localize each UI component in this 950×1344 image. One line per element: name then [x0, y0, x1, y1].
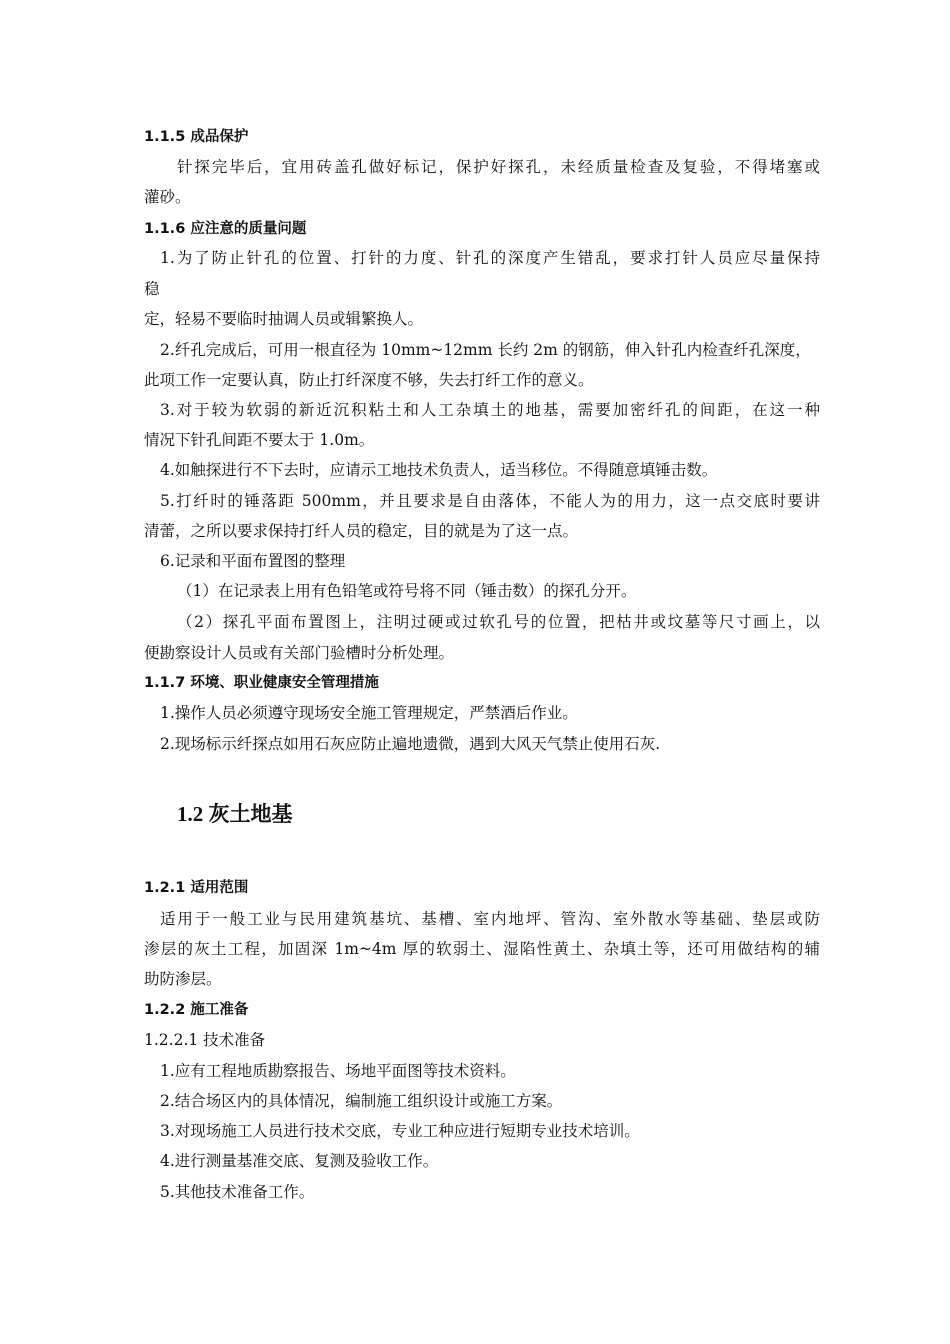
- paragraph-line: 助防渗层。: [144, 970, 222, 988]
- list-item: 2.现场标示纤探点如用石灰应防止遍地遗微，遇到大风天气禁止使用石灰.: [160, 735, 661, 753]
- section-title-1-1-5: 1.1.5 成品保护: [144, 129, 249, 145]
- paragraph-line: 灌砂。: [144, 188, 191, 206]
- section-title-1-2-1: 1.2.1 适用范围: [144, 880, 249, 896]
- list-item: 定，轻易不要临时抽调人员或辑繁换人。: [144, 310, 424, 328]
- list-item: （2）探孔平面布置图上，注明过硬或过软孔号的位置，把枯井或坟墓等尺寸画上，以: [177, 613, 820, 631]
- list-item: 情况下针孔间距不要太于 1.0m。: [144, 431, 375, 449]
- list-item: 5.打纤时的锤落距 500mm，并且要求是自由落体，不能人为的用力，这一点交底时要讲: [160, 492, 820, 510]
- section-title-1-2-2-1: 1.2.2.1 技术准备: [144, 1031, 266, 1049]
- list-item: 6.记录和平面布置图的整理: [160, 552, 346, 570]
- section-title-1-1-6: 1.1.6 应注意的质量问题: [144, 221, 307, 237]
- list-item: 2.纤孔完成后，可用一根直径为 10mm~12mm 长约 2m 的钢筋，伸入针孔内检查纤孔深度，: [160, 341, 811, 359]
- list-item: 清蕾，之所以要求保持打纤人员的稳定，目的就是为了这一点。: [144, 522, 579, 540]
- list-item: 1.应有工程地质勘察报告、场地平面图等技术资料。: [160, 1062, 516, 1080]
- list-item: 4.如触探进行不下去时，应请示工地技术负责人，适当移位。不得随意填锤击数。: [160, 461, 718, 479]
- section-title-1-2-2: 1.2.2 施工准备: [144, 1002, 249, 1018]
- paragraph-line: 适用于一般工业与民用建筑基坑、基槽、室内地坪、管沟、室外散水等基础、垫层或防: [160, 910, 820, 928]
- list-item: 3.对现场施工人员进行技术交底，专业工种应进行短期专业技术培训。: [160, 1122, 640, 1140]
- list-item: 2.结合场区内的具体情况，编制施工组织设计或施工方案。: [160, 1092, 563, 1110]
- heading-1-2: 1.2 灰土地基: [177, 802, 293, 826]
- paragraph-line: 针探完毕后，宜用砖盖孔做好标记，保护好探孔，未经质量检查及复验，不得堵塞或: [177, 158, 820, 176]
- list-item: 5.其他技术准备工作。: [160, 1183, 315, 1201]
- list-item: （1）在记录表上用有色铅笔或符号将不同（锤击数）的探孔分开。: [177, 582, 637, 600]
- list-item: 稳: [144, 280, 160, 298]
- list-item: 3.对于较为软弱的新近沉积粘土和人工杂填土的地基，需要加密纤孔的间距，在这一种: [160, 401, 820, 419]
- paragraph-line: 渗层的灰土工程，加固深 1m~4m 厚的软弱土、湿陷性黄土、杂填土等，还可用做结构的辅: [144, 940, 820, 958]
- list-item: 1.操作人员必须遵守现场安全施工管理规定，严禁酒后作业。: [160, 704, 578, 722]
- list-item: 4.进行测量基准交底、复测及验收工作。: [160, 1152, 439, 1170]
- list-item: 便勘察设计人员或有关部门验槽时分析处理。: [144, 644, 455, 662]
- section-title-1-1-7: 1.1.7 环境、职业健康安全管理措施: [144, 675, 379, 691]
- list-item: 1.为了防止针孔的位置、打针的力度、针孔的深度产生错乱，要求打针人员应尽量保持: [160, 249, 820, 267]
- list-item: 此项工作一定要认真，防止打纤深度不够，失去打纤工作的意义。: [144, 371, 594, 389]
